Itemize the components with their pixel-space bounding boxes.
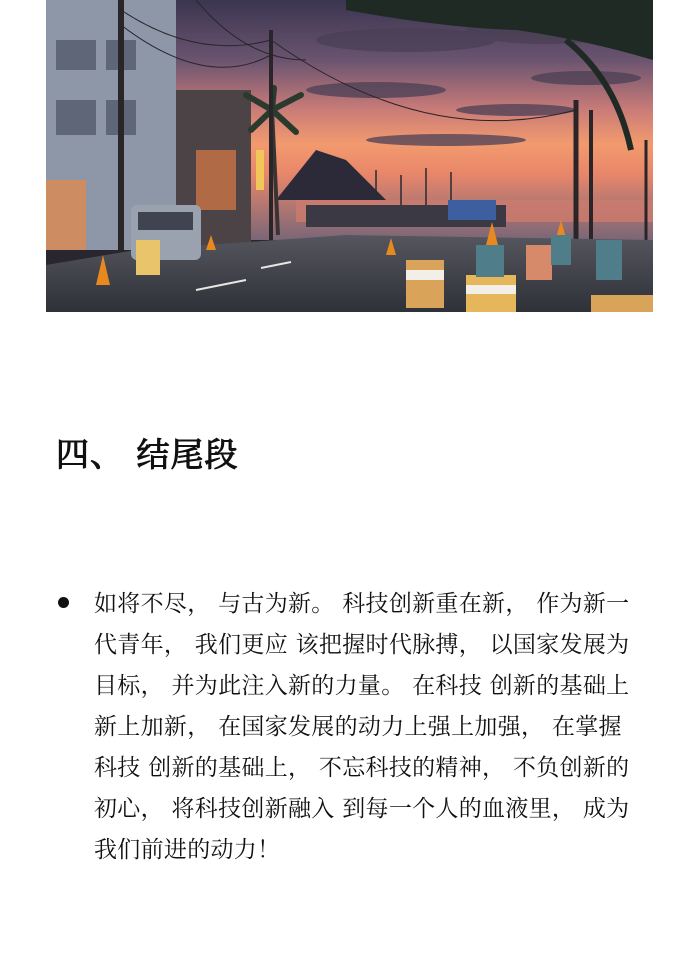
harbor-sunset-photo — [46, 0, 653, 312]
section-heading: 四、 结尾段 — [56, 435, 239, 474]
harbor-sunset-illustration — [46, 0, 653, 312]
van-window — [138, 212, 193, 230]
paragraph-line: 代青年， 我们更应 该把握时代脉搏， 以国家发展为 — [94, 632, 630, 658]
paragraph-line: 新上加新， 在国家发展的动力上强上加强， 在掌握 — [94, 714, 622, 740]
paragraph-line: 我们前进的动力！ — [94, 837, 281, 863]
lantern-sign — [256, 150, 264, 190]
paragraph-line: 目标， 并为此注入新的力量。 在科技 创新的基础上 — [94, 673, 630, 699]
building-middle-glow — [196, 150, 236, 210]
shop-light — [46, 180, 86, 250]
bullet-dot-icon — [58, 597, 69, 608]
paragraph-line: 科技 创新的基础上， 不忘科技的精神， 不负创新的 — [94, 755, 630, 781]
paragraph-text — [94, 584, 629, 871]
paragraph-line: 初心， 将科技创新融入 到每一个人的血液里， 成为 — [94, 796, 630, 822]
blue-sign — [448, 200, 496, 220]
paragraph-line: 如将不尽， 与古为新。 科技创新重在新， 作为新一 — [94, 591, 630, 617]
